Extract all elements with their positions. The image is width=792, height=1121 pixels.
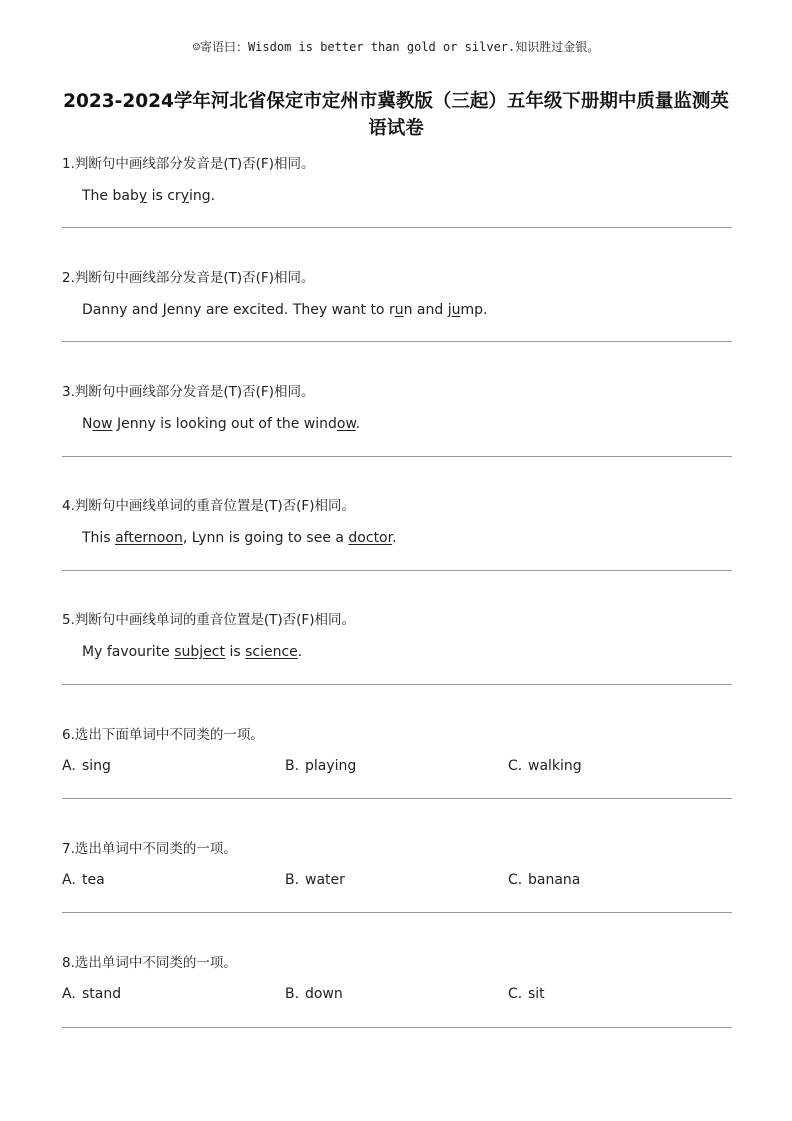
- sentence-segment: ing.: [188, 188, 216, 204]
- option-text: stand: [82, 986, 122, 1002]
- underlined-segment: ow: [336, 416, 356, 432]
- page-title: [40, 88, 752, 142]
- option-text: banana: [528, 872, 581, 888]
- option-letter: B.: [285, 758, 300, 774]
- question-prompt: 3.判断句中画线部分发音是(T)否(F)相同。: [62, 384, 315, 400]
- question-divider: [62, 798, 732, 799]
- question-1: [62, 154, 732, 206]
- sentence-segment: is: [225, 644, 246, 660]
- question-sentence: [82, 414, 732, 434]
- motto-banner: ☺寄语曰：Wisdom is better than gold or silver.知识胜过金银。: [192, 40, 600, 54]
- option-letter: C.: [508, 986, 523, 1002]
- question-prompt: 1.判断句中画线部分发音是(T)否(F)相同。: [62, 156, 315, 172]
- question-prompt: 2.判断句中画线部分发音是(T)否(F)相同。: [62, 270, 315, 286]
- option-b[interactable]: [285, 984, 508, 1004]
- sentence-segment: Jenny is looking out of the wind: [112, 416, 337, 432]
- option-c[interactable]: [508, 870, 731, 890]
- question-prompt: 8.选出单词中不同类的一项。: [62, 955, 237, 971]
- option-a[interactable]: [62, 984, 285, 1004]
- sentence-segment: , Lynn is going to see a: [182, 530, 349, 546]
- sentence-segment: My favourite: [82, 644, 175, 660]
- option-text: water: [305, 872, 345, 888]
- question-sentence: [82, 528, 732, 548]
- question-divider: [62, 1027, 732, 1028]
- sentence-segment: The bab: [82, 188, 139, 204]
- sentence-segment: is cr: [147, 188, 181, 204]
- option-a[interactable]: [62, 756, 285, 776]
- question-5: [62, 610, 732, 662]
- option-text: walking: [528, 758, 582, 774]
- underlined-segment: u: [394, 302, 404, 318]
- question-prompt: 4.判断句中画线单词的重音位置是(T)否(F)相同。: [62, 498, 355, 514]
- question-divider: [62, 684, 732, 685]
- answer-options: [62, 756, 732, 776]
- option-text: down: [305, 986, 343, 1002]
- question-2: [62, 268, 732, 320]
- answer-options: [62, 870, 732, 890]
- answer-options: [62, 984, 732, 1004]
- option-letter: A.: [62, 872, 76, 888]
- option-b[interactable]: [285, 756, 508, 776]
- option-letter: A.: [62, 758, 76, 774]
- option-letter: B.: [285, 872, 300, 888]
- question-divider: [62, 341, 732, 342]
- underlined-segment: u: [451, 302, 461, 318]
- question-prompt: 7.选出单词中不同类的一项。: [62, 841, 237, 857]
- underlined-segment: science: [245, 644, 298, 660]
- underlined-segment: subject: [174, 644, 225, 660]
- option-text: sing: [82, 758, 111, 774]
- underlined-segment: afternoon: [115, 530, 183, 546]
- question-sentence: [82, 186, 732, 206]
- sentence-segment: .: [392, 530, 397, 546]
- sentence-segment: .: [297, 644, 303, 660]
- question-8: [62, 953, 732, 1004]
- question-divider: [62, 912, 732, 913]
- question-sentence: [82, 642, 732, 662]
- sentence-segment: Danny and Jenny are excited. They want to r: [82, 302, 395, 318]
- option-c[interactable]: [508, 756, 731, 776]
- option-a[interactable]: [62, 870, 285, 890]
- question-7: [62, 839, 732, 890]
- question-3: [62, 382, 732, 434]
- underlined-segment: y: [138, 188, 148, 204]
- sentence-segment: N: [82, 416, 93, 432]
- underlined-segment: ow: [92, 416, 113, 432]
- sentence-segment: mp.: [460, 302, 488, 318]
- question-divider: [62, 570, 732, 571]
- title-line-1: 2023-2024学年河北省保定市定州市冀教版（三起）五年级下册期中质量监测英: [63, 91, 729, 112]
- sentence-segment: .: [355, 416, 361, 432]
- option-letter: A.: [62, 986, 76, 1002]
- question-4: [62, 496, 732, 548]
- option-text: sit: [528, 986, 545, 1002]
- question-sentence: [82, 300, 732, 320]
- option-letter: C.: [508, 758, 523, 774]
- sentence-segment: n and j: [403, 302, 452, 318]
- question-6: [62, 725, 732, 776]
- question-divider: [62, 227, 732, 228]
- question-prompt: 5.判断句中画线单词的重音位置是(T)否(F)相同。: [62, 612, 355, 628]
- question-divider: [62, 456, 732, 457]
- sentence-segment: This: [82, 530, 116, 546]
- title-line-2: 语试卷: [368, 118, 424, 139]
- underlined-segment: doctor: [348, 530, 393, 546]
- option-c[interactable]: [508, 984, 731, 1004]
- question-prompt: 6.选出下面单词中不同类的一项。: [62, 727, 264, 743]
- option-text: tea: [82, 872, 105, 888]
- option-text: playing: [305, 758, 357, 774]
- underlined-segment: y: [180, 188, 189, 204]
- option-letter: B.: [285, 986, 300, 1002]
- option-b[interactable]: [285, 870, 508, 890]
- option-letter: C.: [508, 872, 523, 888]
